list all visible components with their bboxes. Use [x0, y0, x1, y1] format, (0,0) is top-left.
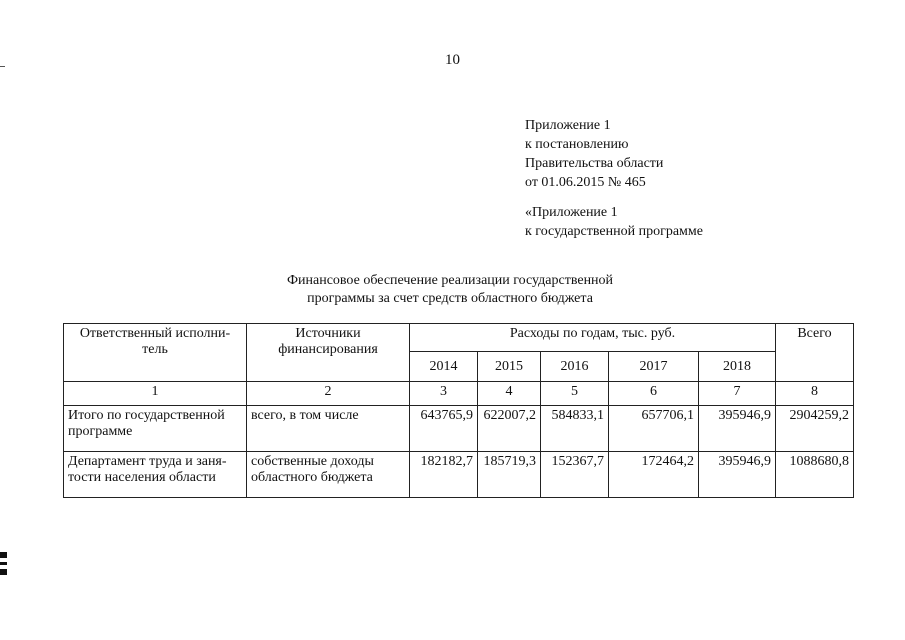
row-value: 657706,1: [609, 406, 699, 452]
table-row: [64, 406, 854, 452]
header-expenses: Расходы по годам, тыс. руб.: [410, 324, 776, 352]
header-year: 2014: [410, 352, 478, 382]
column-number: 5: [541, 382, 609, 406]
row-executor: Департамент труда и заня-тости населения области: [64, 452, 247, 498]
header-source: Источники финансирования: [247, 324, 410, 382]
program-appendix-line: «Приложение 1: [525, 205, 618, 220]
row-value: 643765,9: [410, 406, 478, 452]
title-line-1: Финансовое обеспечение реализации государственной: [286, 273, 614, 288]
scan-mark-top: [0, 552, 7, 558]
row-value: 395946,9: [699, 452, 776, 498]
appendix-line: к постановлению: [525, 137, 629, 152]
header-executor: Ответственный исполни-тель: [64, 324, 247, 382]
financing-table: [63, 323, 854, 498]
header-year: 2015: [478, 352, 541, 382]
column-number: 8: [776, 382, 854, 406]
title-line-2: программы за счет средств областного бюджета: [307, 291, 593, 306]
column-number: 7: [699, 382, 776, 406]
row-value: 182182,7: [410, 452, 478, 498]
row-executor: Итого по государственной программе: [64, 406, 247, 452]
column-number: 4: [478, 382, 541, 406]
appendix-line: Правительства области: [525, 156, 664, 171]
row-value: 395946,9: [699, 406, 776, 452]
column-number: 2: [247, 382, 410, 406]
header-year: 2016: [541, 352, 609, 382]
appendix-line: Приложение 1: [525, 118, 611, 133]
scan-mark-middle: [0, 562, 7, 565]
document-title: [210, 272, 690, 308]
row-value: 172464,2: [609, 452, 699, 498]
appendix-reference: [525, 116, 663, 192]
column-number: 6: [609, 382, 699, 406]
row-total: 2904259,2: [776, 406, 854, 452]
row-source: собственные доходы областного бюджета: [247, 452, 410, 498]
table-row: [64, 452, 854, 498]
column-number: 1: [64, 382, 247, 406]
header-year: 2017: [609, 352, 699, 382]
row-value: 185719,3: [478, 452, 541, 498]
scan-mark-bottom: [0, 569, 7, 575]
appendix-line: от 01.06.2015 № 465: [525, 175, 646, 190]
program-appendix-line: к государственной программе: [525, 224, 703, 239]
program-appendix-reference: [525, 203, 703, 241]
row-source: всего, в том числе: [247, 406, 410, 452]
header-year: 2018: [699, 352, 776, 382]
row-value: 584833,1: [541, 406, 609, 452]
page-number: 10: [445, 52, 460, 68]
row-value: 622007,2: [478, 406, 541, 452]
column-number: 3: [410, 382, 478, 406]
column-number-row: [64, 382, 854, 406]
row-value: 152367,7: [541, 452, 609, 498]
row-total: 1088680,8: [776, 452, 854, 498]
header-total: Всего: [776, 324, 854, 382]
